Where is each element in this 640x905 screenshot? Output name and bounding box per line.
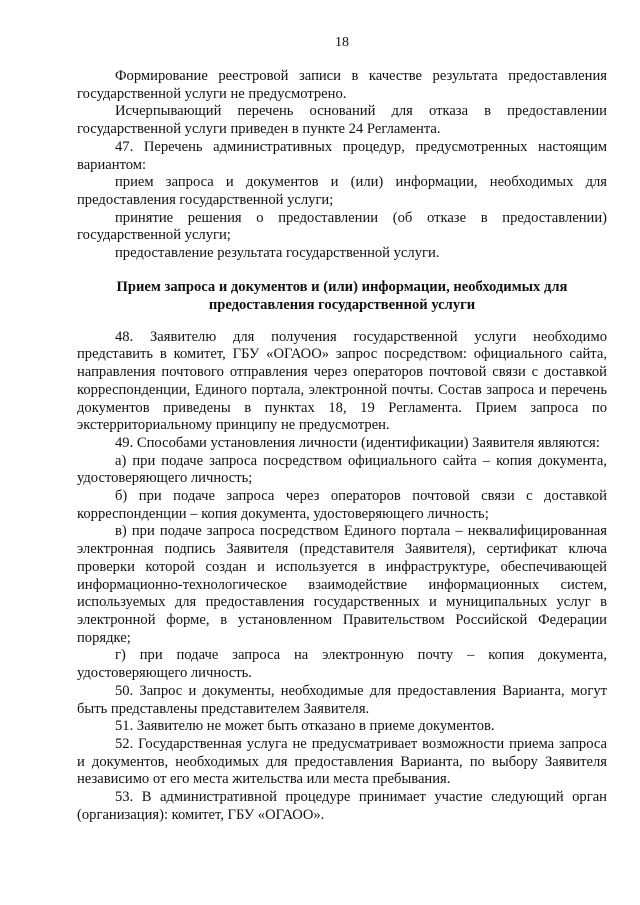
paragraph-52: 52. Государственная услуга не предусматривает возможности приема запроса и документов, необходимых для предоставления Варианта, по выбору Заявителя независимо от его места жительства или места пребывания. <box>77 735 607 788</box>
paragraph-registry-record: Формирование реестровой записи в качестве результата предоставления государственной услуги не предусмотрено. <box>77 68 607 102</box>
list-item-decision: принятие решения о предоставлении (об отказе в предоставлении) государственной услуги; <box>77 209 607 244</box>
page-number: 18 <box>335 35 349 50</box>
paragraph-refusal-grounds: Исчерпывающий перечень оснований для отказа в предоставлении государственной услуги приведен в пункте 24 Регламента. <box>77 103 607 138</box>
list-item-result: предоставление результата государственной услуги. <box>115 245 440 262</box>
page-content <box>77 68 607 824</box>
paragraph-48: 48. Заявителю для получения государственной услуги необходимо представить в комитет, ГБУ «ОГАОО» запрос посредством: официального сайта, направления почтового отправления через операторов почтовой связи с доставкой корреспонденции, Единого портала, электронной почты. Состав запроса и перечень документов приведены в пунктах 18, 19 Регламента. Прием запроса по экстерриториальному принципу не предусмотрен. <box>77 328 607 434</box>
paragraph-51: 51. Заявителю не может быть отказано в приеме документов. <box>115 718 495 735</box>
list-item-a: а) при подаче запроса посредством официального сайта – копия документа, удостоверяющего личность; <box>77 452 607 487</box>
list-item-v: в) при подаче запроса посредством Единого портала – неквалифицированная электронная подпись Заявителя (представителя Заявителя), сертификат ключа проверки которой создан и используется в инфраструктуре, обеспечивающей информационно-технологическое взаимодействие информационных систем, используемых для предоставления государственных и муниципальных услуг в электронной форме, в установленном Правительством Российской Федерации порядке; <box>77 523 607 646</box>
paragraph-53: 53. В административной процедуре принимает участие следующий орган (организация): комитет, ГБУ «ОГАОО». <box>77 789 607 823</box>
list-item-g: г) при подаче запроса на электронную почту – копия документа, удостоверяющего личность. <box>77 647 607 682</box>
paragraph-47: 47. Перечень административных процедур, предусмотренных настоящим вариантом: <box>77 138 607 173</box>
paragraph-49: 49. Способами установления личности (идентификации) Заявителя являются: <box>115 434 600 451</box>
list-item-b: б) при подаче запроса через операторов почтовой связи с доставкой корреспонденции – копия документа, удостоверяющего личность; <box>77 488 607 522</box>
section-heading: Прием запроса и документов и (или) информации, необходимых для предоставления государственной услуги <box>116 278 568 313</box>
list-item-receive-request: прием запроса и документов и (или) информации, необходимых для предоставления государственной услуги; <box>77 174 607 208</box>
paragraph-50: 50. Запрос и документы, необходимые для предоставления Варианта, могут быть представлены представителем Заявителя. <box>77 682 607 717</box>
document-page <box>77 0 607 905</box>
